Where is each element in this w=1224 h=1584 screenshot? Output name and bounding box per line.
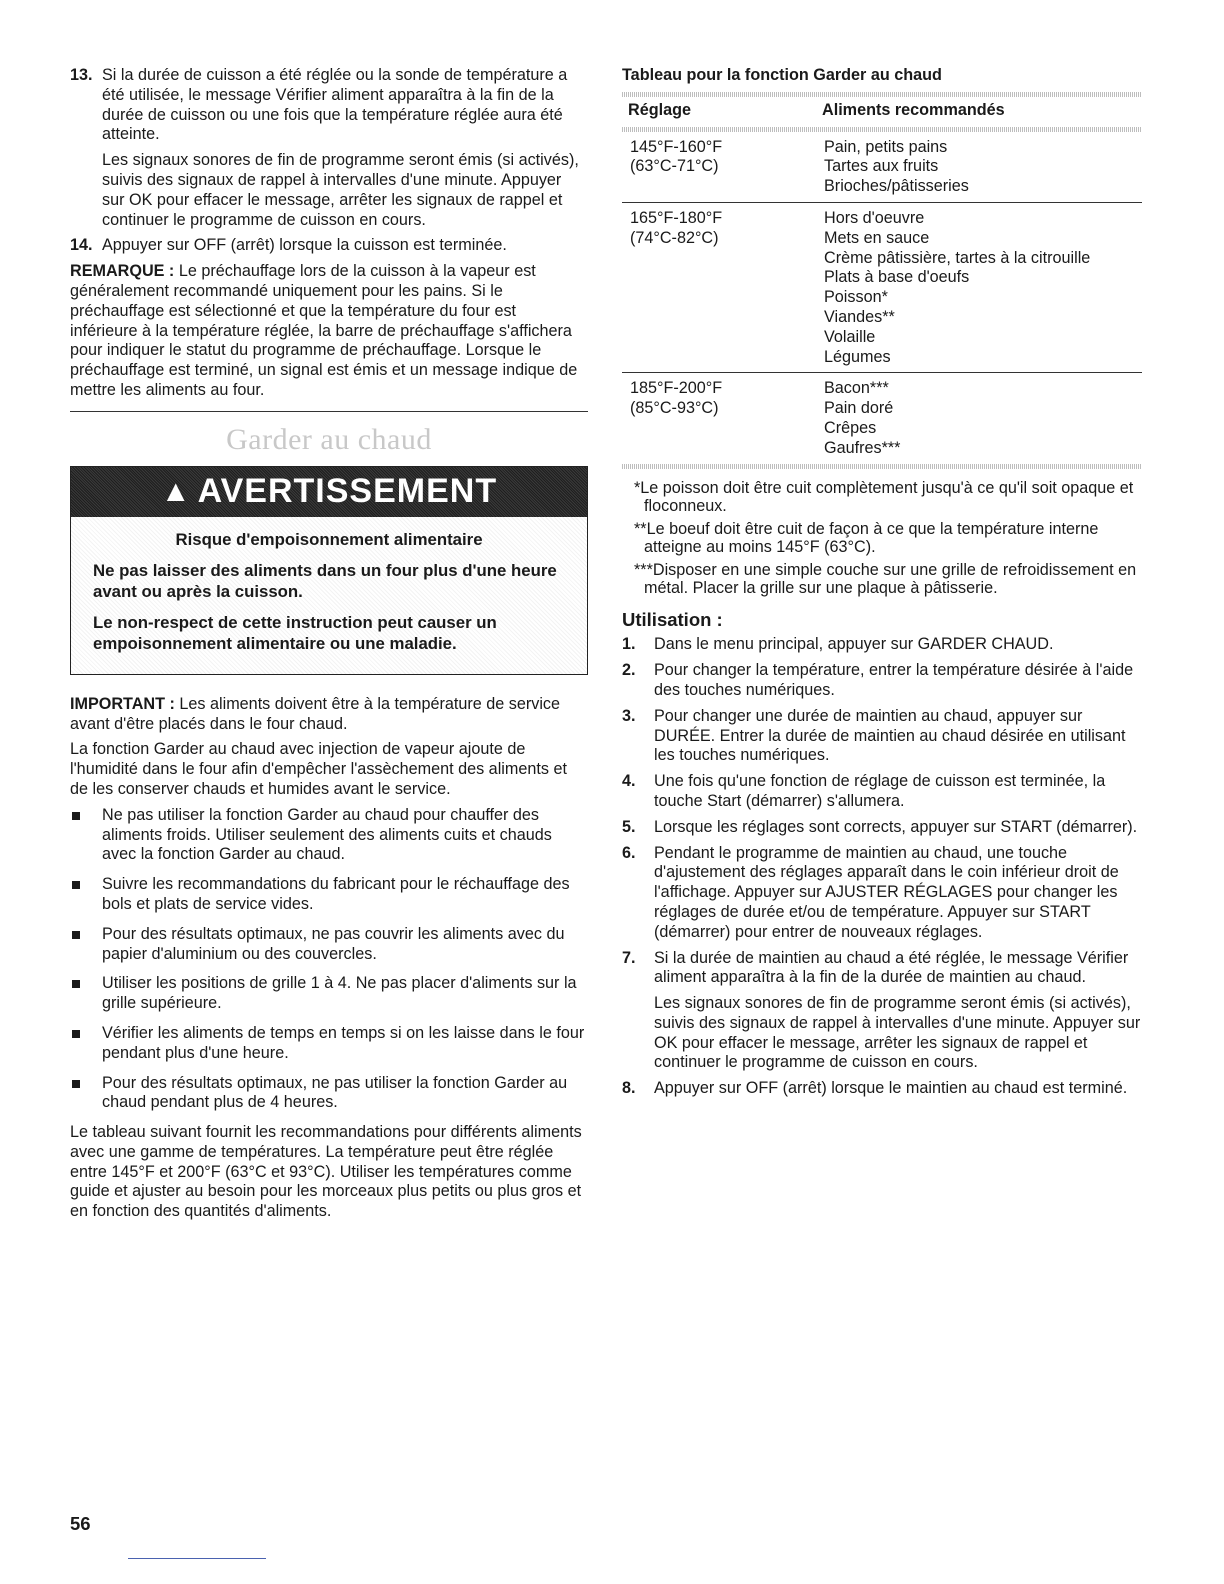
remarque-text: Le préchauffage lors de la cuisson à la vapeur est généralement recommandé uniquement pour les pains. Si le préchauffage est sélectionné et que la température du four est inférieure à la température réglée, la barre de préchauffage s'affichera pour indiquer le statut du programme de préchauffage. Lorsque le préchauffage est terminé, un signal est émis et un message indique de mettre les aliments au four. — [70, 262, 578, 399]
temp-cell: 145°F-160°F (63°C-71°C) — [630, 137, 723, 176]
bullet-item: Ne pas utiliser la fonction Garder au chaud pour chauffer des aliments froids. Utiliser seulement des aliments cuits et chauds avec la fonction Garder au chaud. — [70, 806, 588, 865]
table-title: Tableau pour la fonction Garder au chaud — [622, 66, 942, 84]
step-number: 1. — [622, 635, 636, 654]
left-column — [70, 66, 588, 1228]
step-text: Si la durée de maintien au chaud a été réglée, le message Vérifier aliment apparaîtra à la fin de la durée de maintien au chaud. — [654, 948, 1129, 987]
bullet-square-icon — [72, 1030, 80, 1038]
header-aliments: Aliments recommandés — [822, 100, 1005, 119]
util-step-8 — [622, 1079, 1142, 1099]
step-13 — [70, 66, 588, 230]
table-row — [622, 132, 1142, 203]
closing-paragraph: Le tableau suivant fournit les recommandations pour différents aliments avec une gamme de températures. La température peut être réglée entre 145°F et 200°F (63°C et 93°C). Utiliser les températures comme guide et ajuster au besoin pour les morceaux plus petits ou plus gros et en fonction des quantités d'aliments. — [70, 1123, 582, 1221]
table-row — [622, 203, 1142, 373]
footnote: ***Disposer en une simple couche sur une grille de refroidissement en métal. Placer la grille sur une plaque à pâtisserie. — [634, 560, 1137, 598]
step-text: Lorsque les réglages sont corrects, appuyer sur START (démarrer). — [654, 817, 1138, 836]
step-text: Appuyer sur OFF (arrêt) lorsque la cuisson est terminée. — [102, 236, 507, 255]
foods-cell: Bacon*** Pain doré Crêpes Gaufres*** — [824, 379, 901, 457]
important-label: IMPORTANT : — [70, 694, 175, 713]
foods-cell: Pain, petits pains Tartes aux fruits Brioches/pâtisseries — [824, 137, 969, 196]
step-14 — [70, 236, 588, 256]
table-header — [622, 97, 1142, 127]
warning-line-1: Ne pas laisser des aliments dans un four plus d'une heure avant ou après la cuisson. — [93, 560, 557, 601]
remarque-label: REMARQUE : — [70, 262, 175, 281]
util-step-6 — [622, 844, 1142, 943]
step-number: 5. — [622, 817, 636, 836]
step-number: 13. — [70, 66, 93, 84]
section-title: Garder au chaud — [226, 422, 432, 456]
util-step-7 — [622, 949, 1142, 1074]
table-bottom-hatch — [622, 464, 1142, 469]
warning-box — [70, 466, 588, 675]
temp-cell: 165°F-180°F (74°C-82°C) — [630, 208, 723, 247]
bullet-square-icon — [72, 931, 80, 939]
bullet-list — [70, 806, 588, 1113]
important-paragraph — [70, 695, 588, 735]
util-step-2 — [622, 661, 1142, 701]
utilisation-title: Utilisation : — [622, 608, 723, 630]
bullet-item: Pour des résultats optimaux, ne pas utiliser la fonction Garder au chaud pendant plus de 4 heures. — [70, 1074, 588, 1114]
bullet-square-icon — [72, 812, 80, 820]
bullet-square-icon — [72, 980, 80, 988]
warning-subtitle: Risque d'empoisonnement alimentaire — [175, 529, 483, 549]
util-step-1 — [622, 635, 1142, 655]
step-text: Pendant le programme de maintien au chaud, une touche d'ajustement des réglages apparaît dans le coin inférieur droit de l'affichage. Appuyer sur AJUSTER RÉGLAGES pour changer les réglages de durée et/ou de température. Appuyer sur START (démarrer) pour entrer de nouveaux réglages. — [654, 843, 1119, 941]
bullet-item: Pour des résultats optimaux, ne pas couvrir les aliments avec du papier d'aluminium ou des couvercles. — [70, 925, 588, 965]
remarque-paragraph — [70, 262, 588, 401]
bullet-item: Vérifier les aliments de temps en temps si on les laisse dans le four pendant plus d'une heure. — [70, 1024, 588, 1064]
step-number: 6. — [622, 843, 636, 862]
intro-paragraph: La fonction Garder au chaud avec injection de vapeur ajoute de l'humidité dans le four afin d'empêcher l'assèchement des aliments et de les conserver chauds et humides avant le service. — [70, 740, 567, 798]
keep-warm-table — [622, 92, 1142, 469]
step-text: Dans le menu principal, appuyer sur GARDER CHAUD. — [654, 635, 1054, 654]
step-number: 2. — [622, 661, 636, 680]
bullet-item: Suivre les recommandations du fabricant pour le réchauffage des bols et plats de service vides. — [70, 875, 588, 915]
step-number: 4. — [622, 772, 636, 791]
right-column — [622, 66, 1142, 1105]
important-text: Les aliments doivent être à la température de service avant d'être placés dans le four chaud. — [70, 694, 561, 733]
step-text: Pour changer une durée de maintien au chaud, appuyer sur DURÉE. Entrer la durée de maintien au chaud désirée en utilisant les touches numériques. — [654, 706, 1126, 765]
util-step-3 — [622, 707, 1142, 766]
warning-line-2: Le non-respect de cette instruction peut causer un empoisonnement alimentaire ou une maladie. — [93, 612, 497, 653]
step-text: Pour changer la température, entrer la température désirée à l'aide des touches numériques. — [654, 661, 1134, 699]
util-step-5 — [622, 818, 1142, 838]
step-text-continued: Les signaux sonores de fin de programme seront émis (si activés), suivis des signaux de rappel à intervalles d'une minute. Appuyer sur OK pour effacer le message, arrêter les signaux de rappel et continuer le programme de cuisson en cours. — [654, 994, 1141, 1072]
footnote: **Le boeuf doit être cuit de façon à ce que la température interne atteigne au moins 145°F (63°C). — [634, 519, 1099, 557]
step-text: Si la durée de cuisson a été réglée ou la sonde de température a été utilisée, le message Vérifier aliment apparaîtra à la fin de la durée de cuisson ou une fois que la température réglée aura été atteinte. — [102, 66, 568, 144]
footnote: *Le poisson doit être cuit complètement jusqu'à ce qu'il soit opaque et floconneux. — [634, 478, 1134, 516]
foods-cell: Hors d'oeuvre Mets en sauce Crème pâtissière, tartes à la citrouille Plats à base d'oeufs Poisson* Viandes** Volaille Légumes — [824, 208, 1091, 366]
page-number: 56 — [70, 1513, 91, 1534]
step-number: 8. — [622, 1079, 636, 1098]
header-reglage: Réglage — [628, 100, 691, 119]
step-number: 3. — [622, 706, 636, 725]
step-text-continued: Les signaux sonores de fin de programme seront émis (si activés), suivis des signaux de rappel à intervalles d'une minute. Appuyer sur OK pour effacer le message, arrêter les signaux de rappel et continuer le programme de cuisson en cours. — [102, 151, 579, 229]
table-notes — [622, 479, 1142, 598]
step-text: Appuyer sur OFF (arrêt) lorsque le maintien au chaud est terminé. — [654, 1079, 1128, 1098]
footer-rule — [128, 1558, 266, 1559]
bullet-square-icon — [72, 881, 80, 889]
util-step-4 — [622, 772, 1142, 812]
step-number: 14. — [70, 236, 93, 255]
bullet-item: Utiliser les positions de grille 1 à 4. Ne pas placer d'aliments sur la grille supérieure. — [70, 974, 588, 1014]
warning-triangle-icon: ▲ — [160, 474, 192, 508]
warning-body — [71, 517, 587, 674]
table-row — [622, 373, 1142, 463]
warning-title: AVERTISSEMENT — [197, 471, 498, 510]
warning-header — [71, 467, 587, 517]
bullet-square-icon — [72, 1080, 80, 1088]
step-number: 7. — [622, 948, 636, 967]
temp-cell: 185°F-200°F (85°C-93°C) — [630, 379, 723, 418]
step-text: Une fois qu'une fonction de réglage de cuisson est terminée, la touche Start (démarrer) s'allumera. — [654, 772, 1106, 810]
section-divider — [70, 411, 588, 412]
